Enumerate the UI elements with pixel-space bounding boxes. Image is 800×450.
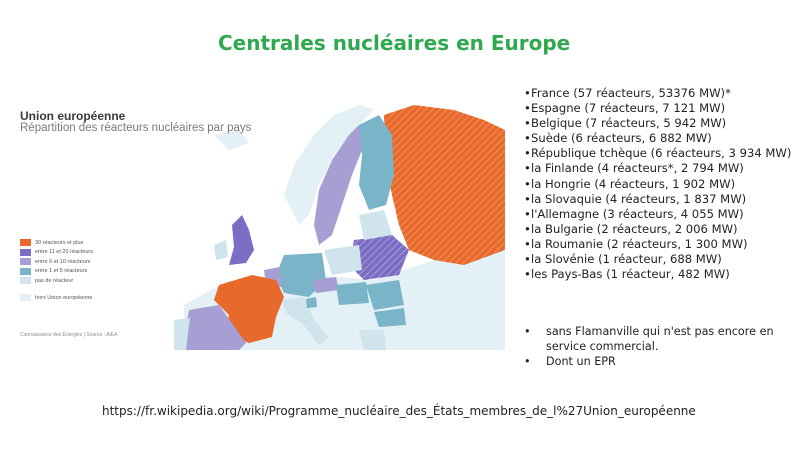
legend-label: pas de réacteur: [35, 277, 74, 284]
list-item-text: l'Allemagne (3 réacteurs, 4 055 MW): [531, 206, 744, 221]
legend-label: hors Union européenne: [35, 294, 93, 301]
source-url: https://fr.wikipedia.org/wiki/Programme_nucléaire_des_États_membres_de_l%27Union_européenne: [102, 404, 696, 418]
hungary-slovakia: [336, 282, 369, 305]
list-item-text: la Finlande (4 réacteurs*, 2 794 MW): [531, 161, 744, 176]
legend-swatch: [20, 277, 31, 284]
list-item: [524, 116, 796, 131]
bullet: •: [524, 146, 531, 161]
footnote-text: sans Flamanville qui n'est pas encore en service commercial.: [546, 325, 774, 353]
legend-label: entre 6 et 10 réacteurs: [35, 258, 91, 265]
map-legend: [20, 238, 93, 303]
legend-item: [20, 238, 93, 247]
map-title: Union européenne: [20, 109, 126, 123]
legend-label: 30 réacteurs et plus: [35, 239, 84, 246]
list-item: [524, 267, 796, 282]
footnote-item: [524, 325, 794, 355]
bullet: •: [524, 176, 531, 191]
map-subtitle: Répartition des réacteurs nucléaires par pays: [20, 122, 252, 134]
list-item-text: Belgique (7 réacteurs, 5 942 MW): [531, 116, 727, 131]
list-item-text: Espagne (7 réacteurs, 7 121 MW): [531, 101, 726, 116]
bullet: •: [524, 325, 531, 338]
list-item: [524, 222, 796, 237]
list-item-text: la Bulgarie (2 réacteurs, 2 006 MW): [531, 221, 738, 236]
list-item: [524, 101, 796, 116]
list-item-text: les Pays-Bas (1 réacteur, 482 MW): [531, 267, 730, 282]
legend-swatch: [20, 294, 31, 301]
legend-item: [20, 293, 93, 302]
footnote-text: Dont un EPR: [546, 354, 616, 368]
footnotes: [524, 325, 794, 369]
legend-item: [20, 267, 93, 276]
bullet: •: [524, 221, 531, 236]
list-item-text: la Slovaquie (4 réacteurs, 1 837 MW): [531, 191, 747, 206]
bullet: •: [524, 236, 531, 251]
bullet: •: [524, 101, 531, 116]
legend-swatch: [20, 268, 31, 275]
list-item-text: la Hongrie (4 réacteurs, 1 902 MW): [531, 176, 736, 191]
bullet: •: [524, 191, 531, 206]
bullet: •: [524, 161, 531, 176]
list-item-text: la Roumanie (2 réacteurs, 1 300 MW): [531, 236, 748, 251]
list-item-text: République tchèque (6 réacteurs, 3 934 MW): [531, 146, 792, 161]
list-item: [524, 207, 796, 222]
bullet: •: [524, 86, 531, 100]
legend-swatch: [20, 258, 31, 265]
bullet: •: [524, 252, 531, 267]
list-item: [524, 86, 796, 101]
list-item: [524, 131, 796, 146]
legend-label: entre 1 et 5 réacteurs: [35, 268, 88, 274]
list-item: [524, 192, 796, 207]
list-item: [524, 146, 796, 161]
bullet: •: [524, 131, 531, 146]
list-item: [524, 252, 796, 267]
list-item-text: la Slovénie (1 réacteur, 688 MW): [531, 252, 722, 267]
list-item: [524, 177, 796, 192]
list-item-text: Suède (6 réacteurs, 6 882 MW): [531, 131, 712, 146]
bullet: •: [524, 267, 531, 282]
legend-item: [20, 248, 93, 257]
slide-title: Centrales nucléaires en Europe: [218, 31, 571, 55]
bullet: •: [524, 116, 531, 131]
bullet: •: [524, 354, 531, 368]
footnote-item: [524, 355, 794, 370]
legend-label: entre 11 et 20 réacteurs: [35, 249, 93, 255]
bullet: •: [524, 206, 531, 221]
list-item: [524, 237, 796, 252]
map-source: Connaissance des Énergies | Source : AIEA: [20, 332, 118, 338]
country-list: [524, 86, 796, 282]
legend-item: [20, 257, 93, 266]
legend-item: [20, 276, 93, 285]
list-item: [524, 161, 796, 176]
legend-swatch: [20, 239, 31, 246]
list-item-text: France (57 réacteurs, 53376 MW)*: [531, 86, 731, 100]
legend-swatch: [20, 249, 31, 256]
